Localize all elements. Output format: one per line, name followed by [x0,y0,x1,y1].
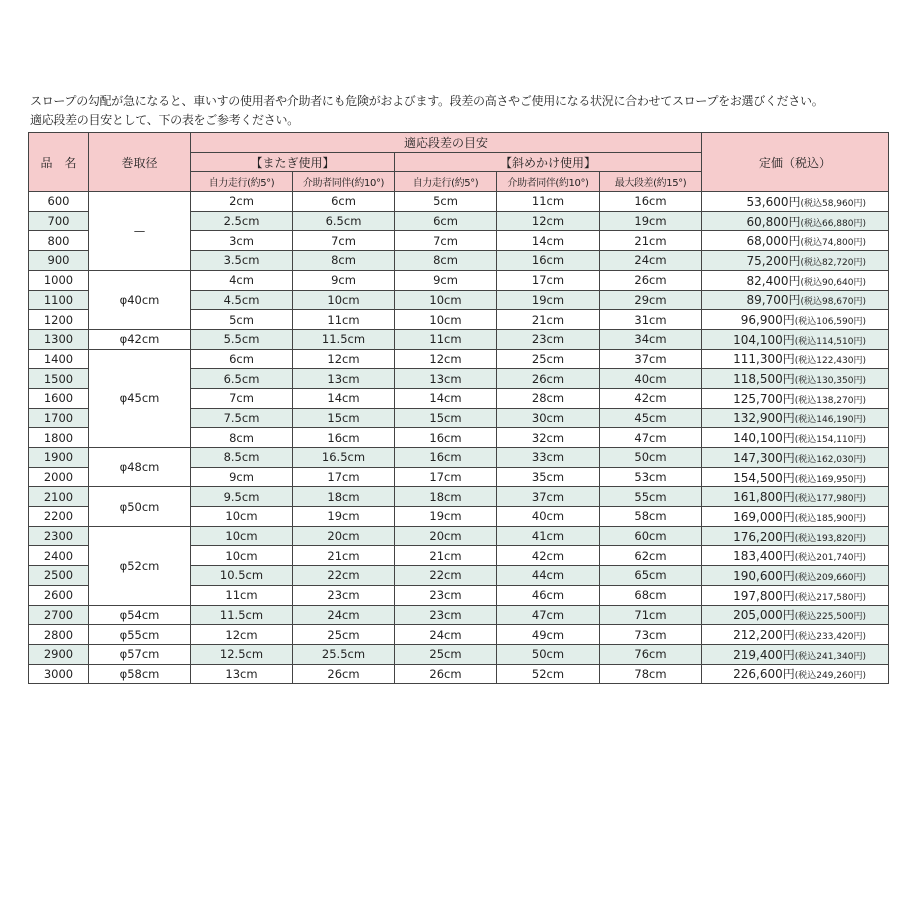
diagonal-assist-cell: 40cm [497,507,600,527]
price-with-tax: (税込193,820円) [794,533,866,544]
diagonal-assist-cell: 25cm [497,349,600,369]
price-cell [702,448,889,468]
straddle-assist-cell: 25cm [293,625,395,645]
price-cell [702,605,889,625]
table-row [29,270,889,290]
diagonal-self-cell: 7cm [395,231,497,251]
straddle-self-cell: 8.5cm [191,448,293,468]
straddle-self-cell: 3cm [191,231,293,251]
straddle-assist-cell: 25.5cm [293,644,395,664]
diagonal-self-cell: 12cm [395,349,497,369]
straddle-self-cell: 5cm [191,310,293,330]
straddle-assist-cell: 17cm [293,467,395,487]
diagonal-self-cell: 18cm [395,487,497,507]
straddle-assist-cell: 24cm [293,605,395,625]
diagonal-max-cell: 55cm [600,487,702,507]
diagonal-assist-cell: 42cm [497,546,600,566]
diagonal-self-cell: 5cm [395,192,497,212]
diagonal-self-cell: 20cm [395,526,497,546]
diagonal-assist-cell: 47cm [497,605,600,625]
diagonal-max-cell: 40cm [600,369,702,389]
straddle-assist-cell: 13cm [293,369,395,389]
straddle-self-cell: 5.5cm [191,329,293,349]
straddle-assist-cell: 16.5cm [293,448,395,468]
header-straddle: 【またぎ使用】 [191,152,395,172]
model-cell: 1200 [29,310,89,330]
table-row [29,329,889,349]
price-cell [702,329,889,349]
diagonal-max-cell: 31cm [600,310,702,330]
model-cell: 2900 [29,644,89,664]
straddle-assist-cell: 19cm [293,507,395,527]
roll-diameter-cell: φ54cm [89,605,191,625]
model-cell: 1300 [29,329,89,349]
model-cell: 900 [29,251,89,271]
diagonal-max-cell: 34cm [600,329,702,349]
diagonal-assist-cell: 11cm [497,192,600,212]
model-cell: 2800 [29,625,89,645]
diagonal-max-cell: 26cm [600,270,702,290]
price-with-tax: (税込217,580円) [794,592,866,603]
price-with-tax: (税込249,260円) [794,671,866,682]
price-cell [702,310,889,330]
price-with-tax: (税込201,740円) [794,553,866,564]
roll-diameter-cell: φ42cm [89,329,191,349]
price-cell [702,408,889,428]
model-cell: 1600 [29,388,89,408]
straddle-assist-cell: 7cm [293,231,395,251]
price-value: 60,800円 [746,214,801,229]
roll-diameter-cell: φ48cm [89,448,191,487]
straddle-assist-cell: 8cm [293,251,395,271]
straddle-assist-cell: 20cm [293,526,395,546]
price-cell [702,467,889,487]
diagonal-assist-cell: 49cm [497,625,600,645]
price-with-tax: (税込185,900円) [794,513,866,524]
straddle-self-cell: 11.5cm [191,605,293,625]
table-row [29,644,889,664]
straddle-assist-cell: 6.5cm [293,211,395,231]
price-with-tax: (税込74,800円) [800,238,866,249]
diagonal-max-cell: 65cm [600,566,702,586]
price-value: 154,500円 [733,470,795,485]
straddle-assist-cell: 15cm [293,408,395,428]
price-with-tax: (税込241,340円) [794,651,866,662]
model-cell: 2200 [29,507,89,527]
header-price: 定価（税込） [702,133,889,192]
diagonal-assist-cell: 35cm [497,467,600,487]
straddle-assist-cell: 26cm [293,664,395,684]
model-cell: 800 [29,231,89,251]
straddle-self-cell: 7.5cm [191,408,293,428]
roll-diameter-cell: — [89,192,191,271]
straddle-self-cell: 8cm [191,428,293,448]
model-cell: 3000 [29,664,89,684]
header-diagonal: 【斜めかけ使用】 [395,152,702,172]
diagonal-max-cell: 16cm [600,192,702,212]
price-value: 140,100円 [733,431,795,446]
price-value: 104,100円 [733,332,795,347]
diagonal-max-cell: 68cm [600,585,702,605]
price-value: 132,900円 [733,411,795,426]
table-row [29,625,889,645]
price-value: 176,200円 [733,529,795,544]
diagonal-self-cell: 17cm [395,467,497,487]
diagonal-assist-cell: 37cm [497,487,600,507]
diagonal-assist-cell: 26cm [497,369,600,389]
diagonal-assist-cell: 28cm [497,388,600,408]
roll-diameter-cell: φ40cm [89,270,191,329]
price-value: 183,400円 [733,549,795,564]
diagonal-assist-cell: 16cm [497,251,600,271]
table-row [29,487,889,507]
roll-diameter-cell: φ50cm [89,487,191,526]
straddle-self-cell: 4.5cm [191,290,293,310]
price-with-tax: (税込106,590円) [794,317,866,328]
header-diagonal-assist: 介助者同伴(約10°) [497,172,600,192]
price-cell [702,290,889,310]
straddle-assist-cell: 6cm [293,192,395,212]
straddle-self-cell: 4cm [191,270,293,290]
diagonal-assist-cell: 12cm [497,211,600,231]
table-row [29,192,889,212]
diagonal-self-cell: 8cm [395,251,497,271]
price-cell [702,270,889,290]
price-cell [702,526,889,546]
straddle-self-cell: 13cm [191,664,293,684]
diagonal-self-cell: 16cm [395,448,497,468]
diagonal-self-cell: 16cm [395,428,497,448]
price-cell [702,211,889,231]
diagonal-max-cell: 50cm [600,448,702,468]
straddle-assist-cell: 9cm [293,270,395,290]
price-value: 197,800円 [733,588,795,603]
price-with-tax: (税込90,640円) [800,277,866,288]
price-cell [702,487,889,507]
header-diagonal-self: 自力走行(約5°) [395,172,497,192]
header-straddle-assist: 介助者同伴(約10°) [293,172,395,192]
price-with-tax: (税込82,720円) [800,257,866,268]
straddle-assist-cell: 21cm [293,546,395,566]
diagonal-max-cell: 47cm [600,428,702,448]
diagonal-self-cell: 6cm [395,211,497,231]
price-cell [702,349,889,369]
diagonal-max-cell: 42cm [600,388,702,408]
diagonal-max-cell: 71cm [600,605,702,625]
straddle-assist-cell: 11cm [293,310,395,330]
price-value: 125,700円 [733,391,795,406]
diagonal-max-cell: 29cm [600,290,702,310]
header-product: 品 名 [29,133,89,192]
diagonal-max-cell: 58cm [600,507,702,527]
model-cell: 1100 [29,290,89,310]
diagonal-max-cell: 37cm [600,349,702,369]
model-cell: 2500 [29,566,89,586]
diagonal-assist-cell: 30cm [497,408,600,428]
diagonal-max-cell: 21cm [600,231,702,251]
price-with-tax: (税込66,880円) [800,218,866,229]
price-with-tax: (税込130,350円) [794,376,866,387]
price-with-tax: (税込58,960円) [800,198,866,209]
price-value: 53,600円 [746,194,801,209]
roll-diameter-cell: φ58cm [89,664,191,684]
roll-diameter-cell: φ52cm [89,526,191,605]
price-value: 190,600円 [733,568,795,583]
straddle-assist-cell: 22cm [293,566,395,586]
roll-diameter-cell: φ57cm [89,644,191,664]
diagonal-max-cell: 24cm [600,251,702,271]
diagonal-assist-cell: 14cm [497,231,600,251]
diagonal-self-cell: 25cm [395,644,497,664]
model-cell: 1400 [29,349,89,369]
price-value: 96,900円 [740,313,795,328]
straddle-assist-cell: 11.5cm [293,329,395,349]
straddle-self-cell: 6cm [191,349,293,369]
roll-diameter-cell: φ45cm [89,349,191,447]
straddle-assist-cell: 18cm [293,487,395,507]
price-value: 226,600円 [733,667,795,682]
straddle-self-cell: 2cm [191,192,293,212]
diagonal-self-cell: 11cm [395,329,497,349]
straddle-self-cell: 10cm [191,546,293,566]
header-step-guide: 適応段差の目安 [191,133,702,153]
price-value: 205,000円 [733,608,795,623]
price-with-tax: (税込209,660円) [794,572,866,583]
model-cell: 700 [29,211,89,231]
diagonal-max-cell: 60cm [600,526,702,546]
model-cell: 1800 [29,428,89,448]
price-with-tax: (税込98,670円) [800,297,866,308]
straddle-self-cell: 11cm [191,585,293,605]
price-with-tax: (税込122,430円) [794,356,866,367]
diagonal-self-cell: 9cm [395,270,497,290]
price-cell [702,644,889,664]
straddle-assist-cell: 23cm [293,585,395,605]
diagonal-assist-cell: 17cm [497,270,600,290]
price-cell [702,369,889,389]
diagonal-assist-cell: 52cm [497,664,600,684]
straddle-self-cell: 3.5cm [191,251,293,271]
model-cell: 1700 [29,408,89,428]
diagonal-max-cell: 62cm [600,546,702,566]
header-straddle-self: 自力走行(約5°) [191,172,293,192]
step-height-table [28,132,889,684]
price-value: 118,500円 [733,372,795,387]
straddle-assist-cell: 16cm [293,428,395,448]
price-cell [702,585,889,605]
price-value: 68,000円 [746,234,801,249]
price-value: 111,300円 [733,352,795,367]
straddle-self-cell: 6.5cm [191,369,293,389]
diagonal-max-cell: 19cm [600,211,702,231]
model-cell: 2100 [29,487,89,507]
diagonal-self-cell: 10cm [395,290,497,310]
straddle-self-cell: 9.5cm [191,487,293,507]
price-with-tax: (税込225,500円) [794,612,866,623]
diagonal-self-cell: 21cm [395,546,497,566]
price-with-tax: (税込114,510円) [794,336,866,347]
diagonal-max-cell: 78cm [600,664,702,684]
price-cell [702,428,889,448]
straddle-self-cell: 10.5cm [191,566,293,586]
model-cell: 2300 [29,526,89,546]
table-row [29,448,889,468]
diagonal-assist-cell: 50cm [497,644,600,664]
table-row [29,526,889,546]
diagonal-assist-cell: 33cm [497,448,600,468]
straddle-assist-cell: 10cm [293,290,395,310]
price-value: 219,400円 [733,647,795,662]
price-value: 169,000円 [733,509,795,524]
diagonal-self-cell: 26cm [395,664,497,684]
price-value: 147,300円 [733,450,795,465]
price-value: 82,400円 [746,273,801,288]
price-with-tax: (税込169,950円) [794,474,866,485]
straddle-self-cell: 10cm [191,526,293,546]
diagonal-assist-cell: 32cm [497,428,600,448]
model-cell: 2400 [29,546,89,566]
price-value: 212,200円 [733,628,795,643]
price-cell [702,231,889,251]
model-cell: 1000 [29,270,89,290]
straddle-self-cell: 12.5cm [191,644,293,664]
intro-text [30,92,823,130]
model-cell: 600 [29,192,89,212]
price-cell [702,507,889,527]
straddle-self-cell: 12cm [191,625,293,645]
price-with-tax: (税込233,420円) [794,632,866,643]
price-value: 89,700円 [746,293,801,308]
header-diagonal-max: 最大段差(約15°) [600,172,702,192]
model-cell: 2000 [29,467,89,487]
price-cell [702,388,889,408]
table-row [29,664,889,684]
price-cell [702,251,889,271]
price-cell [702,566,889,586]
price-with-tax: (税込154,110円) [794,435,866,446]
straddle-self-cell: 2.5cm [191,211,293,231]
price-with-tax: (税込177,980円) [794,494,866,505]
diagonal-max-cell: 45cm [600,408,702,428]
straddle-assist-cell: 14cm [293,388,395,408]
price-cell [702,664,889,684]
table-row [29,605,889,625]
price-cell [702,192,889,212]
diagonal-assist-cell: 19cm [497,290,600,310]
straddle-assist-cell: 12cm [293,349,395,369]
diagonal-max-cell: 53cm [600,467,702,487]
diagonal-max-cell: 73cm [600,625,702,645]
table-row [29,349,889,369]
diagonal-assist-cell: 21cm [497,310,600,330]
price-cell [702,546,889,566]
model-cell: 2600 [29,585,89,605]
diagonal-self-cell: 10cm [395,310,497,330]
price-value: 161,800円 [733,490,795,505]
diagonal-self-cell: 19cm [395,507,497,527]
diagonal-assist-cell: 23cm [497,329,600,349]
header-roll-diameter: 巻取径 [89,133,191,192]
diagonal-assist-cell: 46cm [497,585,600,605]
straddle-self-cell: 9cm [191,467,293,487]
diagonal-self-cell: 23cm [395,605,497,625]
intro-line-2: 適応段差の目安として、下の表をご参考ください。 [30,113,299,127]
diagonal-assist-cell: 41cm [497,526,600,546]
diagonal-self-cell: 15cm [395,408,497,428]
diagonal-max-cell: 76cm [600,644,702,664]
straddle-self-cell: 7cm [191,388,293,408]
price-value: 75,200円 [746,253,801,268]
diagonal-self-cell: 23cm [395,585,497,605]
diagonal-self-cell: 14cm [395,388,497,408]
intro-line-1: スロープの勾配が急になると、車いすの使用者や介助者にも危険がおよびます。段差の高さやご使用になる状況に合わせてスロープをお選びください。 [30,94,824,108]
diagonal-self-cell: 24cm [395,625,497,645]
diagonal-self-cell: 13cm [395,369,497,389]
diagonal-assist-cell: 44cm [497,566,600,586]
price-with-tax: (税込146,190円) [794,415,866,426]
price-cell [702,625,889,645]
price-with-tax: (税込138,270円) [794,395,866,406]
straddle-self-cell: 10cm [191,507,293,527]
roll-diameter-cell: φ55cm [89,625,191,645]
diagonal-self-cell: 22cm [395,566,497,586]
model-cell: 1500 [29,369,89,389]
model-cell: 2700 [29,605,89,625]
model-cell: 1900 [29,448,89,468]
price-with-tax: (税込162,030円) [794,454,866,465]
